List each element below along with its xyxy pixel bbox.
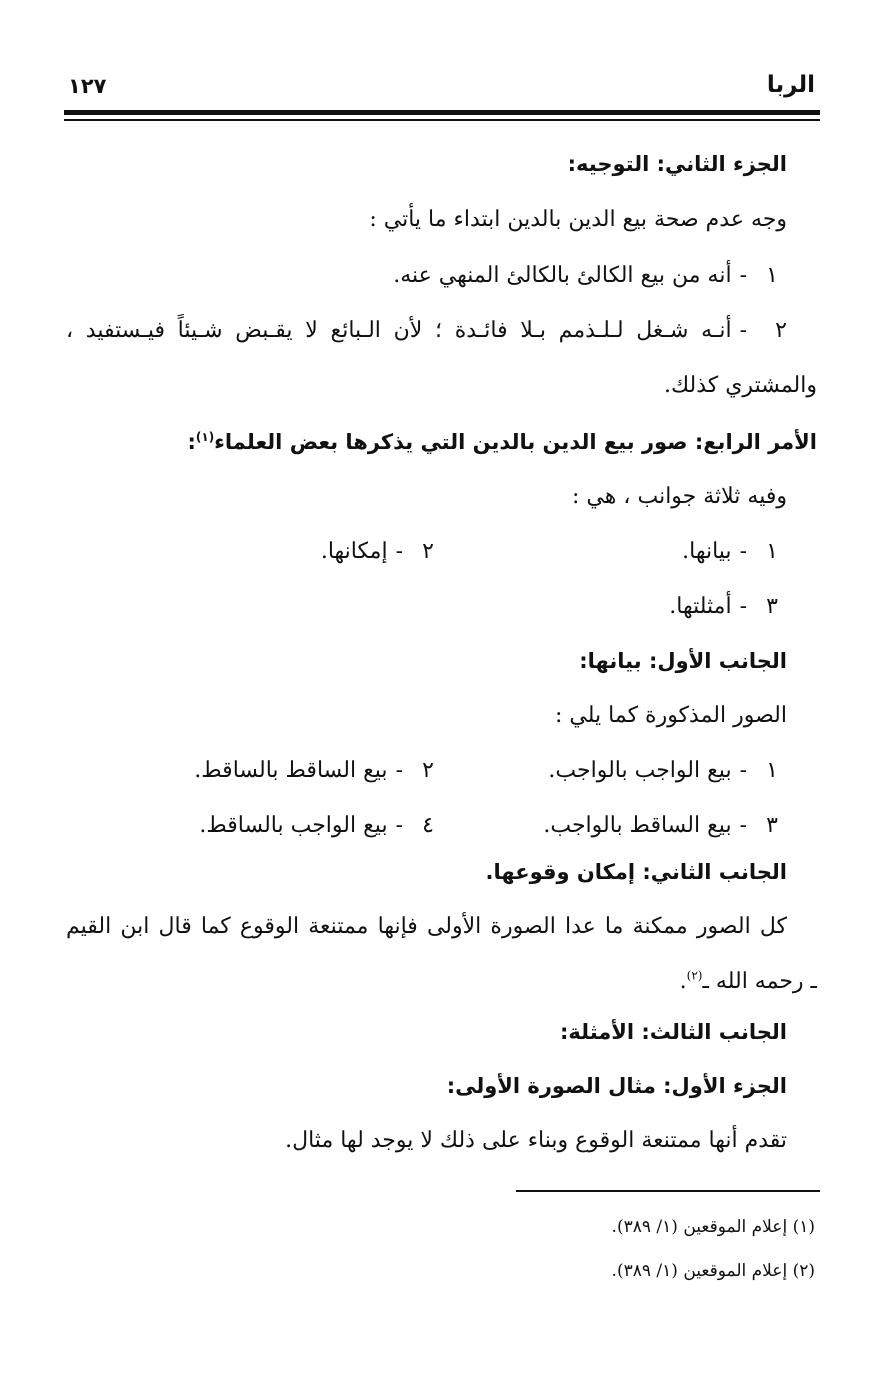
part2-item-1: ١-أنه من بيع الكالئ بالكالئ المنهي عنه.	[66, 256, 787, 296]
heading-colon: :	[187, 430, 196, 454]
line-end-period: .	[679, 969, 687, 994]
part2-item-2-continuation: والمشتري كذلك.	[663, 373, 817, 398]
footnote-separator	[516, 1190, 820, 1192]
matter4-heading	[66, 422, 817, 462]
aspect2-line-2	[66, 962, 817, 1002]
item-number: ٤	[422, 813, 434, 838]
matter4-heading-text: الأمر الرابع: صور بيع الدين بالدين التي يذكرها بعض العلماء	[214, 430, 817, 454]
form-item-2: ٢-بيع الساقط بالساقط.	[123, 751, 443, 791]
item-text: بيع الساقط بالساقط.	[194, 758, 388, 783]
running-header-title: الربا	[766, 72, 815, 98]
item-number: ٣	[766, 594, 778, 619]
matter4-intro: وفيه ثلاثة جوانب ، هي :	[572, 484, 787, 509]
part2-item-2: ٢-أنـه شـغل لـلـذمم بـلا فائـدة ؛ لأن الـبائع لا يقـبض شـيئاً فيـستفيد ،	[66, 311, 817, 351]
part2-heading: الجزء الثاني: التوجيه:	[567, 152, 787, 176]
form-item-1: ١-بيع الواجب بالواجب.	[487, 751, 787, 791]
aspect-item-3: ٣-أمثلتها.	[487, 587, 787, 627]
page-number: ١٢٧	[68, 74, 107, 98]
aspect3-heading: الجانب الثالث: الأمثلة:	[559, 1020, 787, 1044]
item-number: ١	[766, 539, 778, 564]
item-text: بيانها.	[682, 539, 732, 564]
aspect2-line-1: كل الصور ممكنة ما عدا الصورة الأولى فإنها ممتنعة الوقوع كما قال ابن القيم	[66, 914, 787, 939]
item-number: ١	[766, 263, 778, 288]
aspect3-subheading: الجزء الأول: مثال الصورة الأولى:	[446, 1074, 787, 1098]
aspect1-heading: الجانب الأول: بيانها:	[579, 649, 787, 673]
form-item-4: ٤-بيع الواجب بالساقط.	[123, 806, 443, 846]
item-text: أمثلتها.	[669, 594, 732, 619]
footnote-ref-1: (١)	[195, 430, 215, 444]
item-text: بيع الواجب بالواجب.	[548, 758, 732, 783]
header-rule-thick	[64, 110, 820, 115]
aspect3-text: تقدم أنها ممتنعة الوقوع وبناء على ذلك لا يوجد لها مثال.	[285, 1128, 787, 1153]
item-text: بيع الواجب بالساقط.	[199, 813, 388, 838]
footnote-ref-2: (٢)	[686, 968, 703, 983]
item-number: ٢	[422, 758, 434, 783]
aspect1-intro: الصور المذكورة كما يلي :	[555, 703, 787, 728]
item-text: بيع الساقط بالواجب.	[543, 813, 732, 838]
aspect-item-1: ١-بيانها.	[487, 532, 787, 572]
item-number: ٣	[766, 813, 778, 838]
item-number: ٢	[422, 539, 434, 564]
aspect2-heading: الجانب الثاني: إمكان وقوعها.	[485, 860, 787, 884]
footnote-2: (٢) إعلام الموقعين (١/ ٣٨٩).	[611, 1261, 815, 1281]
item-text: إمكانها.	[320, 539, 388, 564]
aspect2-line-2-text: ـ رحمه الله ـ	[702, 969, 817, 994]
item-text: أنـه شـغل لـلـذمم بـلا فائـدة ؛ لأن الـبائع لا يقـبض شـيئاً فيـستفيد ،	[66, 318, 732, 343]
item-text: أنه من بيع الكالئ بالكالئ المنهي عنه.	[393, 263, 732, 288]
footnote-1: (١) إعلام الموقعين (١/ ٣٨٩).	[611, 1217, 815, 1237]
item-number: ١	[766, 758, 778, 783]
header-rule-thin	[64, 119, 820, 121]
item-number: ٢	[775, 318, 787, 343]
part2-intro: وجه عدم صحة بيع الدين بالدين ابتداء ما يأتي :	[369, 207, 787, 232]
aspect-item-2: ٢-إمكانها.	[123, 532, 443, 572]
form-item-3: ٣-بيع الساقط بالواجب.	[487, 806, 787, 846]
